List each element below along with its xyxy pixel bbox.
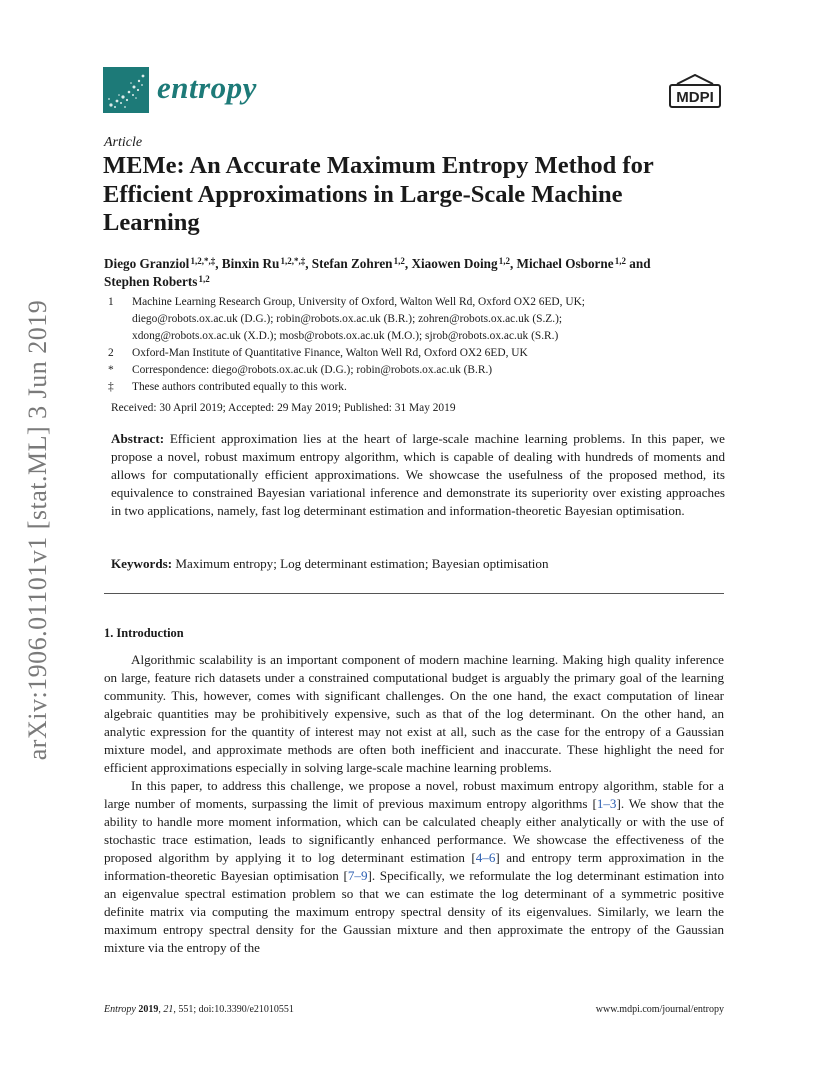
author: Diego Granziol — [104, 256, 190, 271]
affiliation-line: These authors contributed equally to this work. — [132, 381, 347, 393]
publisher-name: MDPI — [676, 89, 714, 106]
affiliation-line: diego@robots.ox.ac.uk (D.G.); robin@robots.ox.ac.uk (B.R.); zohren@robots.ox.ac.uk (S.Z.); — [132, 313, 563, 325]
footer-year: 2019 — [138, 1004, 159, 1015]
author-affiliation-marks: 1,2,*,‡ — [190, 256, 216, 266]
paragraph: Algorithmic scalability is an important component of modern machine learning. Making high quality inference on large, feature rich datasets under a constrained computational budget is arguably the primary goal of the learning community. This, however, comes with significant challenges. On the one hand, the exact computation of linear algebraic quantities may be prohibitively expensive, such as that of the log determinant. On the other hand, an analytic expression for the quantity of interest may not exist at all, such as the case for the entropy of a Gaussian mixture model, and approximate methods are often both inefficient and inaccurate. These highlight the need for efficient approximations especially in solving large-scale machine learning problems. — [104, 652, 724, 775]
publication-dates: Received: 30 April 2019; Accepted: 29 May 2019; Published: 31 May 2019 — [111, 402, 456, 414]
author-list: Diego Granziol $^{1,2,*,\ddagger}$, Binxin Ru $^{1,2,*,\ddagger}$, Stefan Zohren $^{1,2}$, Xiaowen Doing $^{1,2}$, Michael Osborne $^{1,2}$ and Stephen Roberts $^{1,2}$ — [104, 256, 651, 289]
affiliation-line: Correspondence: diego@robots.ox.ac.uk (D.G.); robin@robots.ox.ac.uk (B.R.) — [132, 364, 493, 376]
author-affiliation-marks: 1,2 — [498, 256, 510, 266]
affiliation-line: Oxford-Man Institute of Quantitative Finance, Walton Well Rd, Oxford OX2 6ED, UK — [132, 347, 528, 359]
citation-link[interactable]: 1–3 — [596, 796, 617, 811]
affiliation-mark: 1 — [108, 296, 114, 308]
keywords-label: Keywords: — [111, 556, 173, 571]
journal-name: entropy — [157, 70, 257, 105]
footer-journal: Entropy — [104, 1004, 136, 1015]
author-affiliation-marks: 1,2 — [614, 256, 626, 266]
author: Xiaowen Doing — [411, 256, 498, 271]
abstract-label: Abstract: — [111, 431, 165, 446]
affiliation-item — [104, 294, 724, 345]
affiliation-mark: ‡ — [108, 381, 114, 393]
author-affiliation-marks: 1,2 — [393, 256, 405, 266]
author: Stefan Zohren — [311, 256, 393, 271]
body-text — [104, 651, 724, 957]
abstract-text: Efficient approximation lies at the heart of large-scale machine learning problems. In this paper, we propose a novel, robust maximum entropy algorithm, which is capable of dealing with hundreds of moments and allows for computationally efficient approximations. We showcase the usefulness of the proposed method, its equivalence to constrained Bayesian variational inference and demonstrate its superiority over existing approaches in two applications, namely, fast log determinant estimation and information-theoretic Bayesian optimisation. — [111, 431, 725, 518]
author: Stephen Roberts — [104, 274, 198, 289]
affiliation-line: xdong@robots.ox.ac.uk (X.D.); mosb@robots.ox.ac.uk (M.O.); sjrob@robots.ox.ac.uk (S.R.) — [132, 330, 559, 342]
abstract — [111, 430, 725, 520]
keywords-text: Maximum entropy; Log determinant estimation; Bayesian optimisation — [175, 556, 549, 571]
paragraph: In this paper, to address this challenge, we propose a novel, robust maximum entropy algorithm, stable for a large number of moments, surpassing the limit of previous maximum entropy algorithms [1–3]. We show that the ability to handle more moment information, which can be calculated cheaply either analytically or with the use of stochastic trace estimation, leads to significantly enhanced performance. We showcase the effectiveness of the proposed algorithm by applying it to log determinant estimation [4–6] and entropy term approximation in the information-theoretic Bayesian optimisation [7–9]. Specifically, we reformulate the log determinant estimation into an eigenvalue spectral estimation problem so that we can estimate the log determinant of a symmetric positive definite matrix via computing the maximum entropy spectral density of its eigenvalues. Similarly, we learn the maximum entropy spectral density for the Gaussian mixture and then approximate the entropy of the Gaussian mixture via the entropy of the — [104, 778, 724, 955]
citation-link[interactable]: 4–6 — [475, 850, 496, 865]
divider — [104, 593, 724, 594]
footer-volume: 21 — [163, 1004, 174, 1015]
footer-url[interactable]: www.mdpi.com/journal/entropy — [595, 1004, 724, 1015]
journal-logo-mark — [103, 67, 149, 113]
author: Binxin Ru — [221, 256, 280, 271]
affiliation-mark: 2 — [108, 347, 114, 359]
article-type: Article — [104, 135, 143, 150]
author-affiliation-marks: 1,2,*,‡ — [280, 256, 306, 266]
author-affiliation-marks: 1,2 — [198, 274, 210, 284]
keywords — [111, 556, 725, 572]
footer-citation: Entropy 2019, 21, 551; doi:10.3390/e21010551 — [104, 1004, 294, 1015]
section-heading: 1. Introduction — [104, 626, 184, 640]
author: Michael Osborne — [516, 256, 614, 271]
equal-contribution-note — [104, 379, 724, 396]
affiliation-line: Machine Learning Research Group, University of Oxford, Walton Well Rd, Oxford OX2 6ED, UK; — [132, 296, 585, 308]
affiliations — [104, 294, 724, 396]
correspondence-item — [104, 362, 724, 379]
arxiv-stamp: arXiv:1906.01101v1 [stat.ML] 3 Jun 2019 — [23, 299, 52, 761]
page-title: MEMe: An Accurate Maximum Entropy Method for Efficient Approximations in Large-Scale Machine Learning — [103, 152, 654, 236]
citation-link[interactable]: 7–9 — [347, 868, 368, 883]
affiliation-mark: * — [108, 364, 114, 376]
publisher-logo — [667, 74, 723, 110]
affiliation-item — [104, 345, 724, 362]
